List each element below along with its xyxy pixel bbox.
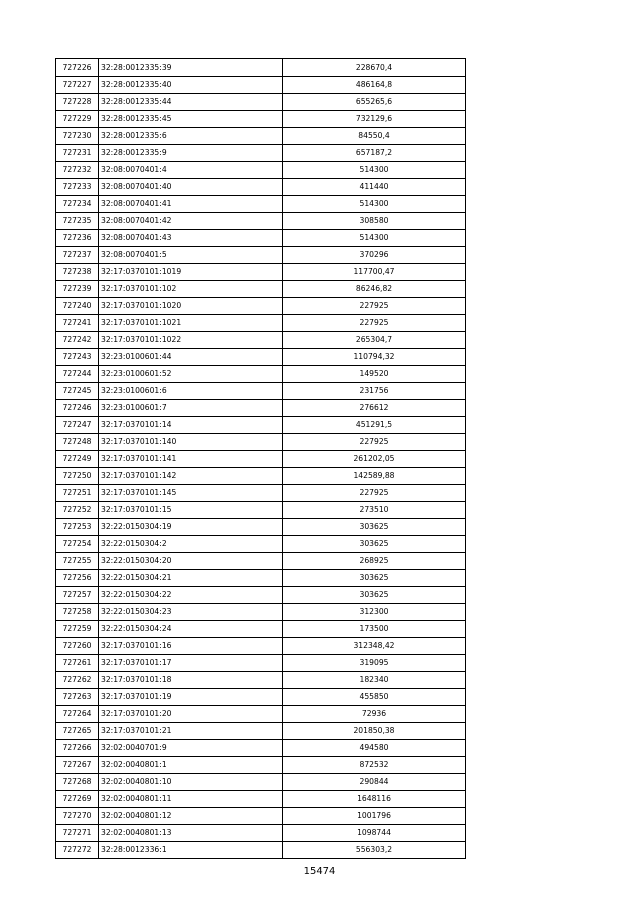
cadastral-number-cell: 32:22:0150304:23: [99, 604, 283, 621]
table-row: [56, 655, 466, 672]
row-id-cell: 727263: [56, 689, 99, 706]
row-id-cell: 727272: [56, 842, 99, 859]
cadastral-number-cell: 32:08:0070401:5: [99, 247, 283, 264]
row-id-cell: 727270: [56, 808, 99, 825]
table-row: [56, 621, 466, 638]
cadastral-number-cell: 32:17:0370101:20: [99, 706, 283, 723]
table-body: [56, 59, 466, 859]
row-id-cell: 727244: [56, 366, 99, 383]
table-row: [56, 451, 466, 468]
value-cell: 265304,7: [283, 332, 466, 349]
table-row: [56, 213, 466, 230]
row-id-cell: 727239: [56, 281, 99, 298]
row-id-cell: 727252: [56, 502, 99, 519]
value-cell: 1648116: [283, 791, 466, 808]
cadastral-number-cell: 32:08:0070401:41: [99, 196, 283, 213]
table-row: [56, 281, 466, 298]
cadastral-number-cell: 32:28:0012335:6: [99, 128, 283, 145]
cadastral-number-cell: 32:17:0370101:18: [99, 672, 283, 689]
table-row: [56, 536, 466, 553]
value-cell: 308580: [283, 213, 466, 230]
value-cell: 514300: [283, 196, 466, 213]
row-id-cell: 727265: [56, 723, 99, 740]
row-id-cell: 727268: [56, 774, 99, 791]
row-id-cell: 727230: [56, 128, 99, 145]
row-id-cell: 727248: [56, 434, 99, 451]
row-id-cell: 727266: [56, 740, 99, 757]
row-id-cell: 727237: [56, 247, 99, 264]
value-cell: 411440: [283, 179, 466, 196]
table-row: [56, 230, 466, 247]
cadastral-number-cell: 32:17:0370101:14: [99, 417, 283, 434]
value-cell: 657187,2: [283, 145, 466, 162]
row-id-cell: 727264: [56, 706, 99, 723]
table-row: [56, 196, 466, 213]
row-id-cell: 727256: [56, 570, 99, 587]
value-cell: 227925: [283, 485, 466, 502]
table-row: [56, 247, 466, 264]
value-cell: 872532: [283, 757, 466, 774]
value-cell: 655265,6: [283, 94, 466, 111]
value-cell: 303625: [283, 536, 466, 553]
cadastral-number-cell: 32:17:0370101:17: [99, 655, 283, 672]
table-row: [56, 383, 466, 400]
data-table: [55, 58, 466, 859]
row-id-cell: 727228: [56, 94, 99, 111]
row-id-cell: 727250: [56, 468, 99, 485]
table-row: [56, 689, 466, 706]
cadastral-number-cell: 32:22:0150304:24: [99, 621, 283, 638]
table-row: [56, 145, 466, 162]
row-id-cell: 727251: [56, 485, 99, 502]
table-row: [56, 757, 466, 774]
value-cell: 201850,38: [283, 723, 466, 740]
table-row: [56, 604, 466, 621]
cadastral-number-cell: 32:17:0370101:19: [99, 689, 283, 706]
row-id-cell: 727235: [56, 213, 99, 230]
row-id-cell: 727260: [56, 638, 99, 655]
cadastral-number-cell: 32:22:0150304:20: [99, 553, 283, 570]
table-row: [56, 706, 466, 723]
cadastral-number-cell: 32:28:0012335:39: [99, 59, 283, 77]
value-cell: 227925: [283, 315, 466, 332]
value-cell: 149520: [283, 366, 466, 383]
value-cell: 173500: [283, 621, 466, 638]
value-cell: 514300: [283, 230, 466, 247]
row-id-cell: 727257: [56, 587, 99, 604]
cadastral-number-cell: 32:08:0070401:4: [99, 162, 283, 179]
row-id-cell: 727227: [56, 77, 99, 94]
table-row: [56, 638, 466, 655]
value-cell: 290844: [283, 774, 466, 791]
row-id-cell: 727238: [56, 264, 99, 281]
cadastral-number-cell: 32:22:0150304:21: [99, 570, 283, 587]
value-cell: 261202,05: [283, 451, 466, 468]
value-cell: 228670,4: [283, 59, 466, 77]
row-id-cell: 727259: [56, 621, 99, 638]
value-cell: 268925: [283, 553, 466, 570]
table-row: [56, 485, 466, 502]
cadastral-number-cell: 32:17:0370101:1019: [99, 264, 283, 281]
table-row: [56, 264, 466, 281]
page-number: 15474: [303, 866, 336, 877]
row-id-cell: 727232: [56, 162, 99, 179]
value-cell: 556303,2: [283, 842, 466, 859]
cadastral-number-cell: 32:17:0370101:142: [99, 468, 283, 485]
value-cell: 455850: [283, 689, 466, 706]
cadastral-number-cell: 32:22:0150304:22: [99, 587, 283, 604]
cadastral-number-cell: 32:08:0070401:43: [99, 230, 283, 247]
table-row: [56, 587, 466, 604]
table-row: [56, 808, 466, 825]
value-cell: 231756: [283, 383, 466, 400]
table-row: [56, 366, 466, 383]
table-row: [56, 519, 466, 536]
cadastral-number-cell: 32:17:0370101:15: [99, 502, 283, 519]
cadastral-number-cell: 32:28:0012335:45: [99, 111, 283, 128]
row-id-cell: 727234: [56, 196, 99, 213]
row-id-cell: 727246: [56, 400, 99, 417]
table-row: [56, 570, 466, 587]
cadastral-number-cell: 32:22:0150304:2: [99, 536, 283, 553]
row-id-cell: 727243: [56, 349, 99, 366]
table-row: [56, 791, 466, 808]
row-id-cell: 727229: [56, 111, 99, 128]
row-id-cell: 727255: [56, 553, 99, 570]
row-id-cell: 727233: [56, 179, 99, 196]
row-id-cell: 727271: [56, 825, 99, 842]
table-row: [56, 553, 466, 570]
cadastral-number-cell: 32:17:0370101:140: [99, 434, 283, 451]
table-row: [56, 434, 466, 451]
row-id-cell: 727249: [56, 451, 99, 468]
row-id-cell: 727258: [56, 604, 99, 621]
cadastral-number-cell: 32:02:0040801:13: [99, 825, 283, 842]
cadastral-number-cell: 32:22:0150304:19: [99, 519, 283, 536]
row-id-cell: 727254: [56, 536, 99, 553]
cadastral-number-cell: 32:28:0012335:40: [99, 77, 283, 94]
row-id-cell: 727261: [56, 655, 99, 672]
cadastral-number-cell: 32:17:0370101:21: [99, 723, 283, 740]
table-row: [56, 179, 466, 196]
cadastral-number-cell: 32:28:0012335:9: [99, 145, 283, 162]
row-id-cell: 727242: [56, 332, 99, 349]
table-row: [56, 349, 466, 366]
table-row: [56, 400, 466, 417]
value-cell: 72936: [283, 706, 466, 723]
cadastral-number-cell: 32:02:0040801:11: [99, 791, 283, 808]
row-id-cell: 727262: [56, 672, 99, 689]
cadastral-number-cell: 32:02:0040701:9: [99, 740, 283, 757]
row-id-cell: 727241: [56, 315, 99, 332]
value-cell: 227925: [283, 434, 466, 451]
value-cell: 312348,42: [283, 638, 466, 655]
table-row: [56, 774, 466, 791]
cadastral-number-cell: 32:23:0100601:52: [99, 366, 283, 383]
table-row: [56, 59, 466, 77]
value-cell: 732129,6: [283, 111, 466, 128]
cadastral-number-cell: 32:17:0370101:1022: [99, 332, 283, 349]
table-row: [56, 94, 466, 111]
cadastral-number-cell: 32:08:0070401:40: [99, 179, 283, 196]
value-cell: 182340: [283, 672, 466, 689]
table-row: [56, 315, 466, 332]
cadastral-number-cell: 32:23:0100601:44: [99, 349, 283, 366]
value-cell: 117700,47: [283, 264, 466, 281]
value-cell: 303625: [283, 519, 466, 536]
row-id-cell: 727253: [56, 519, 99, 536]
table-row: [56, 77, 466, 94]
row-id-cell: 727247: [56, 417, 99, 434]
row-id-cell: 727236: [56, 230, 99, 247]
row-id-cell: 727269: [56, 791, 99, 808]
cadastral-number-cell: 32:17:0370101:1021: [99, 315, 283, 332]
value-cell: 303625: [283, 570, 466, 587]
table-row: [56, 502, 466, 519]
row-id-cell: 727226: [56, 59, 99, 77]
table-row: [56, 298, 466, 315]
row-id-cell: 727245: [56, 383, 99, 400]
row-id-cell: 727267: [56, 757, 99, 774]
cadastral-number-cell: 32:23:0100601:6: [99, 383, 283, 400]
value-cell: 84550,4: [283, 128, 466, 145]
table-row: [56, 128, 466, 145]
row-id-cell: 727231: [56, 145, 99, 162]
value-cell: 273510: [283, 502, 466, 519]
table-row: [56, 162, 466, 179]
table-row: [56, 842, 466, 859]
value-cell: 1001796: [283, 808, 466, 825]
table-row: [56, 468, 466, 485]
value-cell: 276612: [283, 400, 466, 417]
cadastral-number-cell: 32:02:0040801:1: [99, 757, 283, 774]
cadastral-number-cell: 32:17:0370101:145: [99, 485, 283, 502]
table-row: [56, 723, 466, 740]
table-row: [56, 332, 466, 349]
value-cell: 86246,82: [283, 281, 466, 298]
value-cell: 1098744: [283, 825, 466, 842]
value-cell: 303625: [283, 587, 466, 604]
table-row: [56, 417, 466, 434]
cadastral-number-cell: 32:17:0370101:16: [99, 638, 283, 655]
value-cell: 110794,32: [283, 349, 466, 366]
cadastral-number-cell: 32:02:0040801:10: [99, 774, 283, 791]
cadastral-number-cell: 32:28:0012335:44: [99, 94, 283, 111]
cadastral-number-cell: 32:02:0040801:12: [99, 808, 283, 825]
value-cell: 486164,8: [283, 77, 466, 94]
value-cell: 370296: [283, 247, 466, 264]
value-cell: 142589,88: [283, 468, 466, 485]
table-row: [56, 672, 466, 689]
value-cell: 451291,5: [283, 417, 466, 434]
cadastral-number-cell: 32:17:0370101:102: [99, 281, 283, 298]
cadastral-number-cell: 32:17:0370101:141: [99, 451, 283, 468]
value-cell: 514300: [283, 162, 466, 179]
cadastral-number-cell: 32:28:0012336:1: [99, 842, 283, 859]
value-cell: 494580: [283, 740, 466, 757]
cadastral-number-cell: 32:23:0100601:7: [99, 400, 283, 417]
table-row: [56, 740, 466, 757]
table-row: [56, 111, 466, 128]
table-row: [56, 825, 466, 842]
cadastral-number-cell: 32:17:0370101:1020: [99, 298, 283, 315]
value-cell: 227925: [283, 298, 466, 315]
cadastral-number-cell: 32:08:0070401:42: [99, 213, 283, 230]
row-id-cell: 727240: [56, 298, 99, 315]
value-cell: 319095: [283, 655, 466, 672]
value-cell: 312300: [283, 604, 466, 621]
